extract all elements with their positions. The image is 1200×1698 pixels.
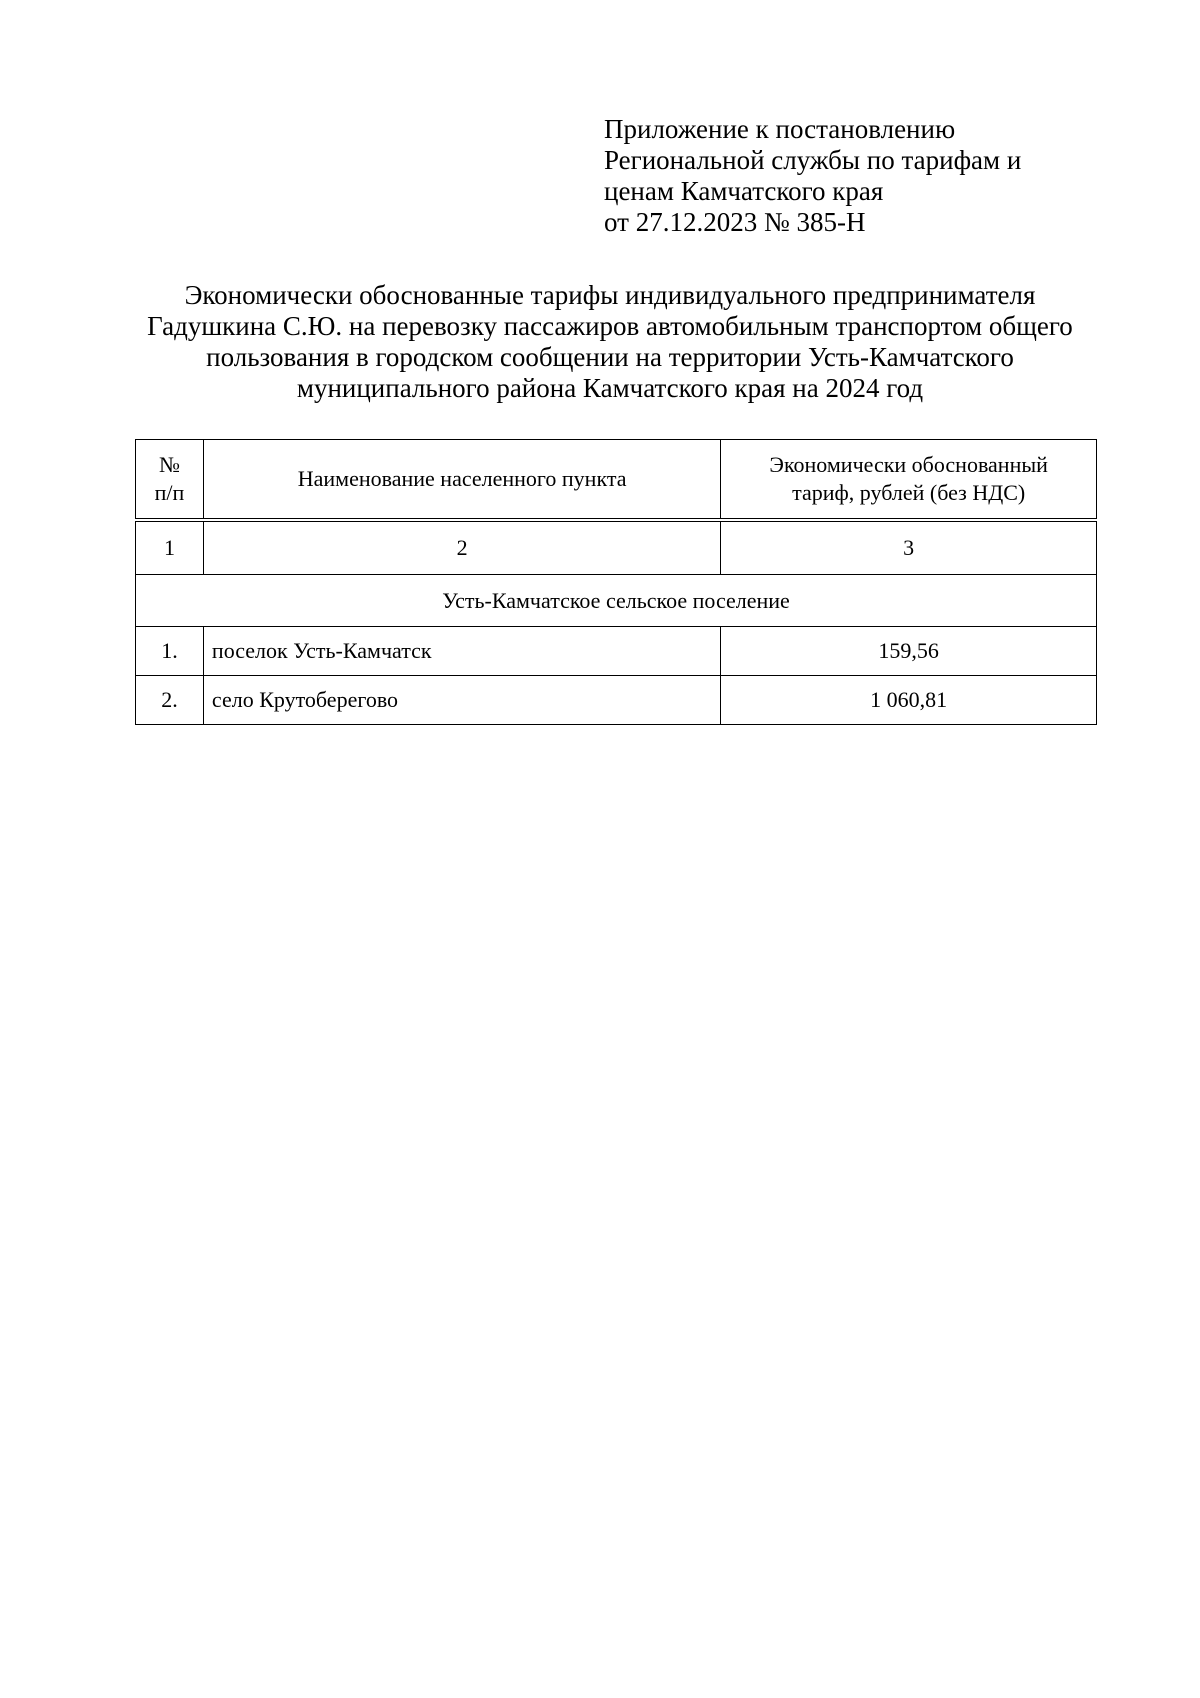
- title-line: пользования в городском сообщении на территории Усть-Камчатского: [206, 342, 1014, 372]
- section-row: [136, 575, 1097, 627]
- header-number: [136, 440, 204, 519]
- column-number-row: [136, 522, 1097, 575]
- header-name: Наименование населенного пункта: [203, 440, 720, 519]
- row-settlement-name: поселок Усть-Камчатск: [203, 627, 720, 676]
- header-tariff: [721, 440, 1097, 519]
- appendix-line: Приложение к постановлению: [604, 114, 956, 144]
- title-line: муниципального района Камчатского края на 2024 год: [296, 373, 924, 403]
- column-number: 2: [203, 522, 720, 575]
- header-tariff-line: Экономически обоснованный: [769, 452, 1048, 477]
- table-row: [136, 676, 1097, 725]
- row-tariff-value: 1 060,81: [721, 676, 1097, 725]
- appendix-line: от 27.12.2023 № 385-Н: [604, 207, 866, 237]
- row-settlement-name: село Крутоберегово: [203, 676, 720, 725]
- document-title: [100, 280, 1120, 404]
- appendix-header: [604, 114, 1021, 238]
- appendix-line: ценам Камчатского края: [604, 176, 884, 206]
- row-tariff-value: 159,56: [721, 627, 1097, 676]
- column-number: 3: [721, 522, 1097, 575]
- table-header-row: [136, 440, 1097, 519]
- row-number: 1.: [136, 627, 204, 676]
- title-line: Экономически обоснованные тарифы индивидуального предпринимателя: [184, 280, 1036, 310]
- appendix-line: Региональной службы по тарифам и: [604, 145, 1022, 175]
- table-row: [136, 627, 1097, 676]
- header-tariff-line: тариф, рублей (без НДС): [792, 480, 1026, 505]
- title-line: Гадушкина С.Ю. на перевозку пассажиров автомобильным транспортом общего: [147, 311, 1073, 341]
- tariff-table: [135, 439, 1097, 725]
- header-number-line: п/п: [154, 480, 185, 505]
- header-number-line: №: [158, 452, 180, 477]
- column-number: 1: [136, 522, 204, 575]
- section-title: Усть-Камчатское сельское поселение: [136, 575, 1097, 627]
- row-number: 2.: [136, 676, 204, 725]
